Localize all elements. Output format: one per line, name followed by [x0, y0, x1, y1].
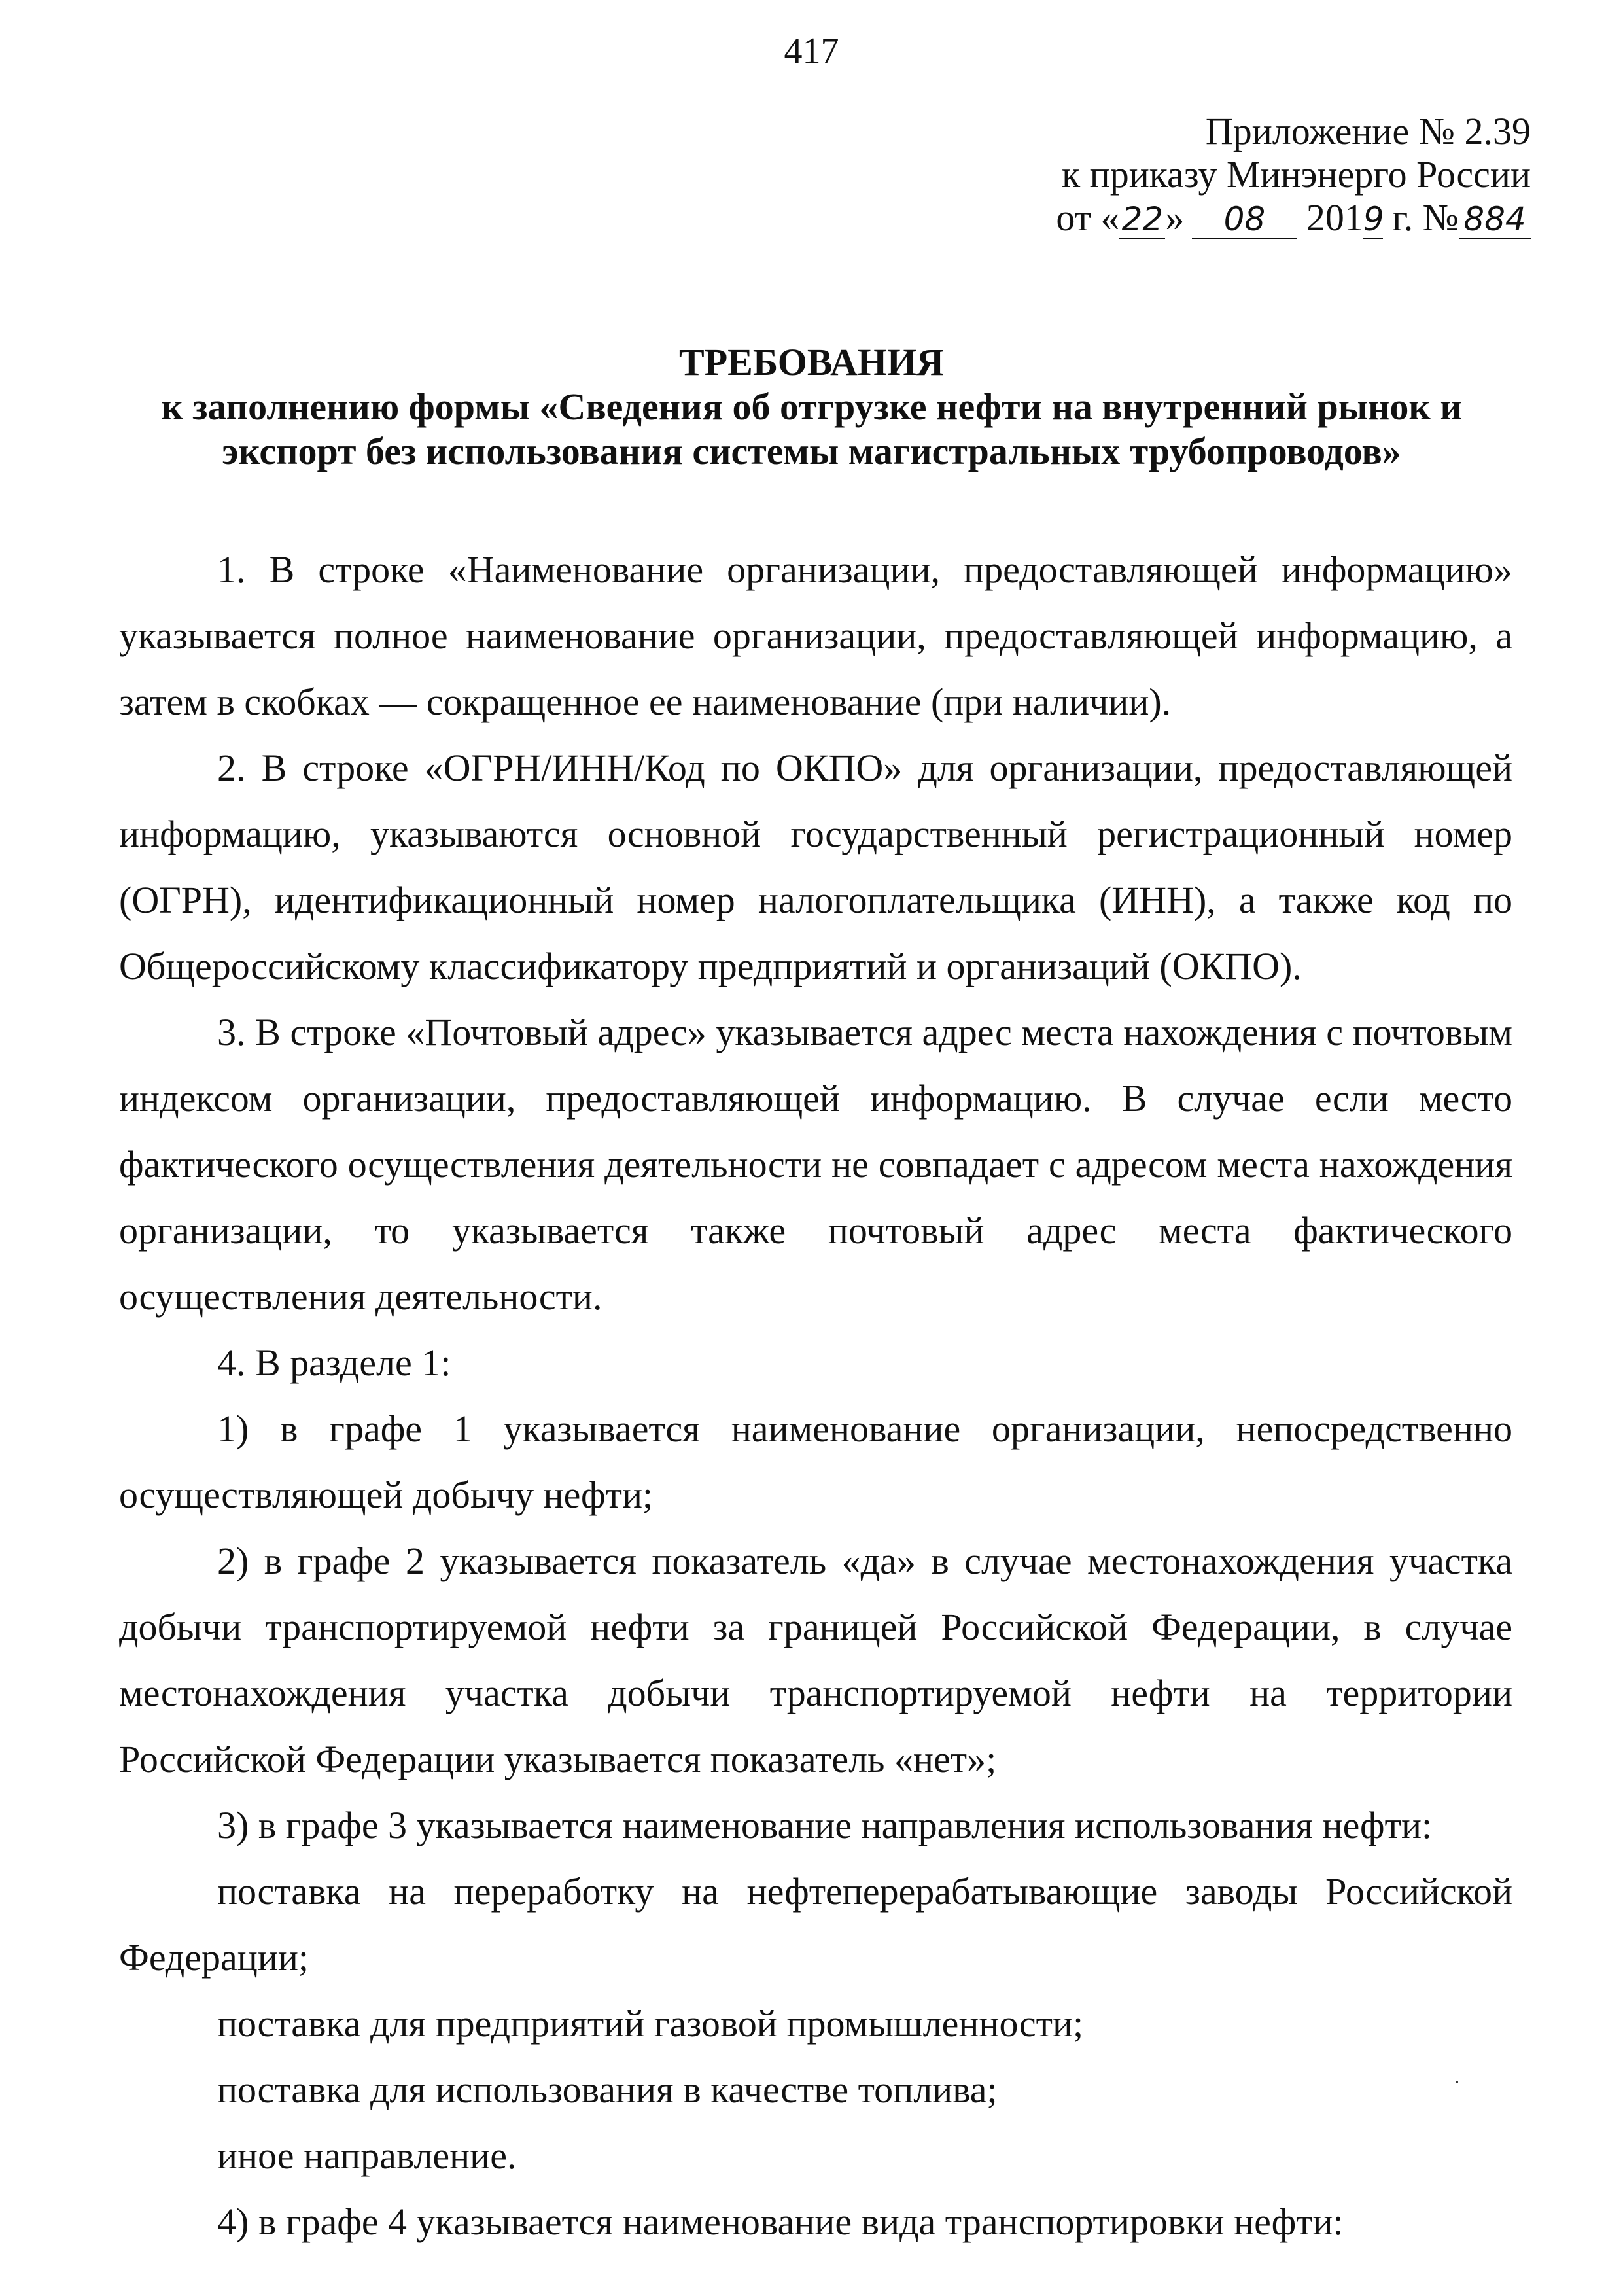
annex-order-ref: к приказу Минэнерго России	[1062, 153, 1531, 196]
handwritten-order-number: 884	[1459, 201, 1531, 239]
paragraph-4: 4. В разделе 1:	[217, 1341, 451, 1384]
scan-speck	[1456, 2081, 1458, 2083]
paragraph-4-item-1: 1) в графе 1 указывается наименование организации, непосредственно осуществляющей добычу нефти;	[119, 1407, 1512, 1516]
order-number-label: г. №	[1382, 196, 1459, 239]
usage-option-refinery: поставка на переработку на нефтеперерабатывающие заводы Российской Федерации;	[119, 1870, 1512, 1979]
handwritten-month: 08	[1192, 201, 1297, 239]
paragraph-4-item-2: 2) в графе 2 указывается показатель «да» в случае местонахождения участка добычи транспортируемой нефти за границей Российской Федерации, в случае местонахождения участка добычи транспортируемой нефти на территории Российской Федерации указывается показатель «нет»;	[119, 1540, 1512, 1780]
title-heading: ТРЕБОВАНИЯ	[679, 341, 944, 383]
annex-block	[994, 110, 1531, 239]
paragraph-1: 1. В строке «Наименование организации, предоставляющей информацию» указывается полное наименование организации, предоставляющей информацию, а затем в скобках — сокращенное ее наименование (при наличии).	[119, 548, 1512, 723]
year-prefix: 201	[1306, 196, 1363, 239]
usage-option-other: иное направление.	[217, 2134, 517, 2177]
handwritten-day: 22	[1119, 201, 1165, 239]
annex-date-line	[994, 196, 1531, 239]
usage-option-gas-industry: поставка для предприятий газовой промышленности;	[217, 2002, 1084, 2045]
date-quote-close: »	[1165, 196, 1185, 239]
paragraph-3: 3. В строке «Почтовый адрес» указывается адрес места нахождения с почтовым индексом организации, предоставляющей информацию. В случае если место фактического осуществления деятельности не совпадает с адресом места нахождения организации, то указывается также почтовый адрес места фактического осуществления деятельности.	[119, 1011, 1512, 1318]
date-prefix: от «	[1056, 196, 1120, 239]
title-subtitle-line-1: к заполнению формы «Сведения об отгрузке нефти на внутренний рынок и	[161, 385, 1462, 428]
page-number: 417	[784, 31, 839, 71]
paragraph-4-item-3: 3) в графе 3 указывается наименование направления использования нефти:	[217, 1804, 1433, 1846]
document-body	[119, 537, 1512, 2255]
usage-option-fuel: поставка для использования в качестве топлива;	[217, 2068, 998, 2111]
document-title	[118, 340, 1505, 474]
paragraph-4-item-4: 4) в графе 4 указывается наименование вида транспортировки нефти:	[217, 2200, 1344, 2243]
paragraph-2: 2. В строке «ОГРН/ИНН/Код по ОКПО» для организации, предоставляющей информацию, указываются основной государственный регистрационный номер (ОГРН), идентификационный номер налогоплательщика (ИНН), а также код по Общероссийскому классификатору предприятий и организаций (ОКПО).	[119, 747, 1512, 987]
handwritten-year-digit: 9	[1363, 200, 1384, 238]
title-subtitle-line-2: экспорт без использования системы магистральных трубопроводов»	[222, 430, 1401, 472]
annex-title: Приложение № 2.39	[1205, 110, 1531, 152]
